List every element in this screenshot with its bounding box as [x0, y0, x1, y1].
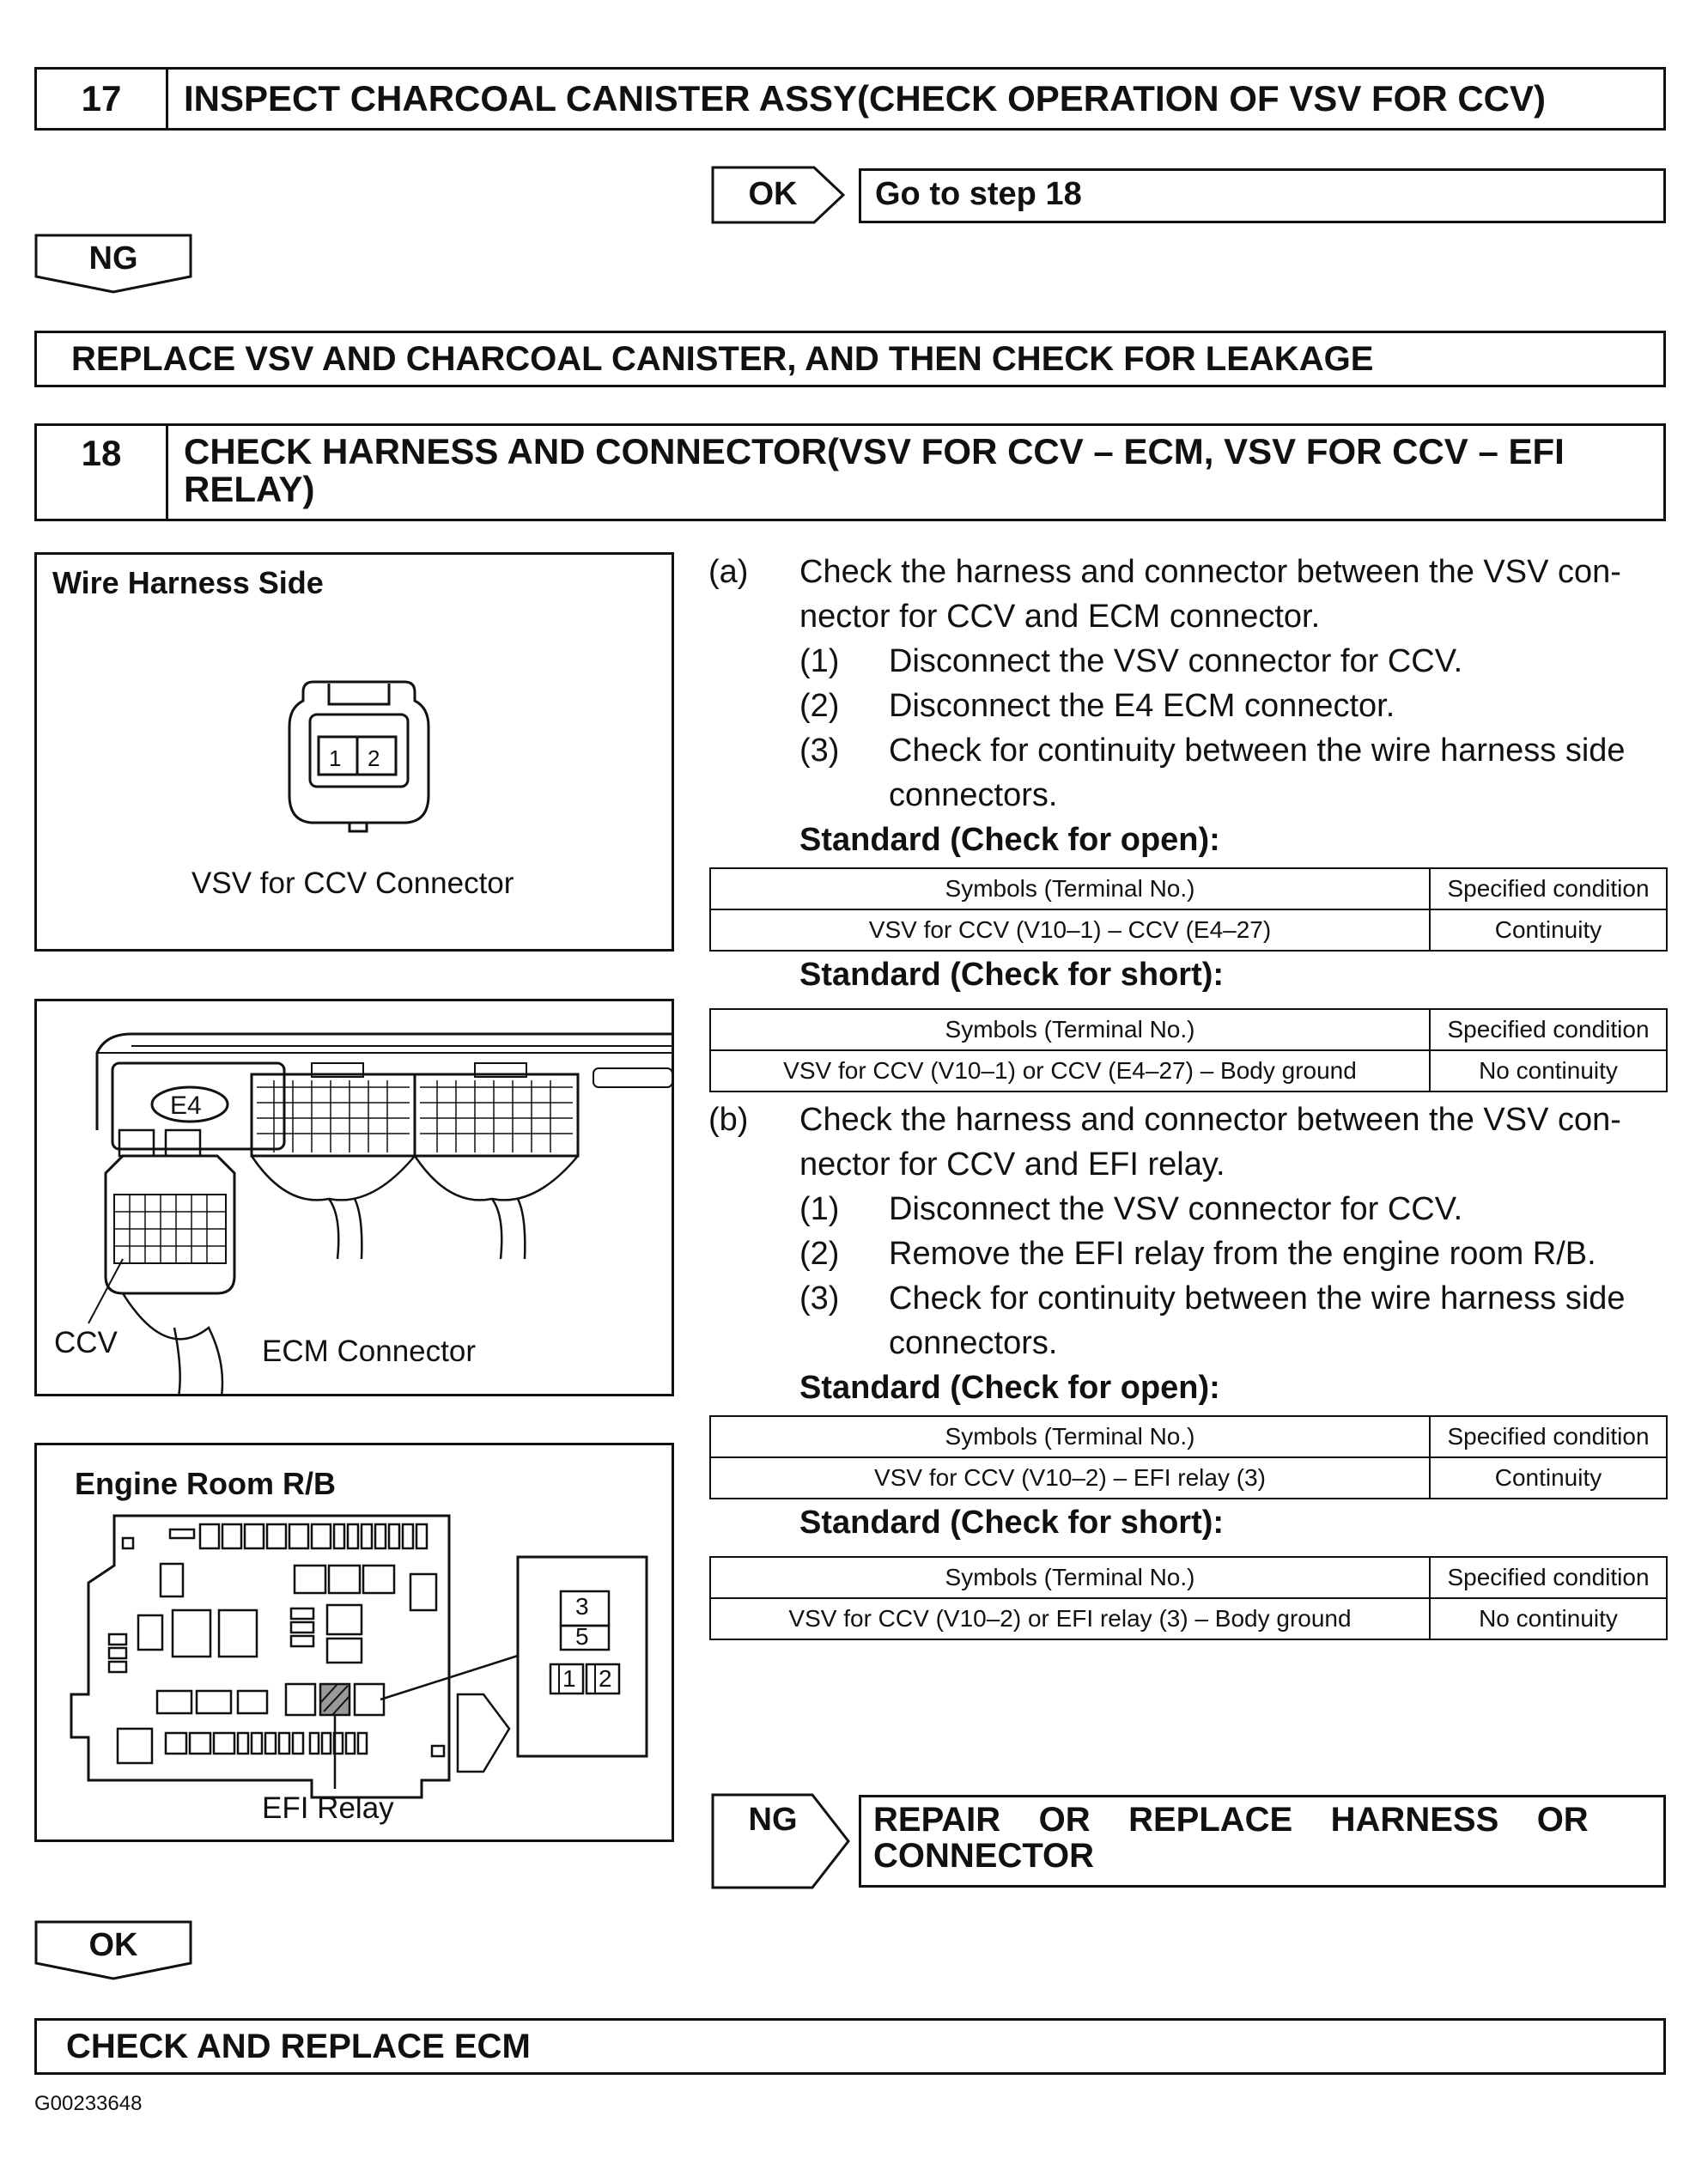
step17-ng-result-text: REPLACE VSV AND CHARCOAL CANISTER, AND THEN CHECK FOR LEAKAGE: [71, 340, 1374, 378]
table-row: [710, 1050, 1667, 1092]
a-step2: Disconnect the E4 ECM connector.: [889, 688, 1395, 724]
step17-ok-result: [859, 168, 1666, 223]
b-open-heading: Standard (Check for open):: [799, 1370, 1220, 1406]
fig3-terminal-2: 2: [599, 1665, 612, 1692]
table-header-cell: Specified condition: [1430, 868, 1667, 909]
a-step1-num: (1): [799, 643, 840, 679]
a-line1: Check the harness and connector between the VSV con-: [799, 554, 1621, 590]
fig3-terminal-1: 1: [562, 1665, 576, 1692]
fig1-pin2: 2: [368, 745, 380, 771]
fig1-pin1: 1: [329, 745, 342, 771]
table-row: [710, 1598, 1667, 1639]
step18-title: [168, 426, 1565, 519]
a-step1: Disconnect the VSV connector for CCV.: [889, 643, 1463, 679]
table-cell: No continuity: [1430, 1598, 1667, 1639]
a-marker: (a): [708, 554, 749, 590]
step17-ng-label: NG: [88, 240, 138, 277]
table-header-cell: Symbols (Terminal No.): [710, 1416, 1430, 1457]
fig2-caption: ECM Connector: [262, 1335, 476, 1368]
step17-number: 17: [37, 70, 168, 128]
fig3-terminal-3: 3: [575, 1593, 589, 1620]
a-step3a: Check for continuity between the wire harness side: [889, 733, 1626, 769]
fig2-e4-tag: E4: [170, 1092, 202, 1120]
step18-ng-label: NG: [748, 1802, 798, 1838]
b-step1: Disconnect the VSV connector for CCV.: [889, 1191, 1463, 1227]
step18-ok-result-text: CHECK AND REPLACE ECM: [66, 2028, 531, 2065]
table-row: [710, 909, 1667, 951]
fig1-title: Wire Harness Side: [52, 565, 324, 600]
figure-engine-room-rb: [34, 1443, 674, 1842]
figure-ecm-connector: [34, 999, 674, 1396]
step18-ng-result: [859, 1795, 1666, 1888]
step17-ok-result-text: Go to step 18: [875, 176, 1082, 212]
b-step3-num: (3): [799, 1280, 840, 1316]
table-header-cell: Specified condition: [1430, 1009, 1667, 1050]
table-header-cell: Symbols (Terminal No.): [710, 868, 1430, 909]
b-step3a: Check for continuity between the wire harness side: [889, 1280, 1626, 1316]
table-cell: VSV for CCV (V10–2) or EFI relay (3) – Body ground: [710, 1598, 1430, 1639]
a-short-table: [709, 1008, 1668, 1092]
step18-ok-label: OK: [88, 1927, 138, 1963]
b-short-heading: Standard (Check for short):: [799, 1505, 1225, 1541]
table-row: [710, 1416, 1667, 1457]
b-open-table: [709, 1415, 1668, 1499]
table-row: [710, 1009, 1667, 1050]
fig1-caption: VSV for CCV Connector: [191, 867, 514, 900]
step18-ok-result: [34, 2018, 1666, 2075]
a-open-table: [709, 867, 1668, 952]
b-short-table: [709, 1556, 1668, 1640]
b-line1: Check the harness and connector between the VSV con-: [799, 1102, 1621, 1138]
table-cell: VSV for CCV (V10–1) – CCV (E4–27): [710, 909, 1430, 951]
figure-wire-harness: [34, 552, 674, 952]
a-open-heading: Standard (Check for open):: [799, 822, 1220, 858]
step18-ng-result-line2: CONNECTOR: [873, 1837, 1095, 1875]
step17-ng-result: [34, 331, 1666, 387]
step18-ng-result-line1: REPAIR OR REPLACE HARNESS OR: [873, 1801, 1589, 1839]
a-line2: nector for CCV and ECM connector.: [799, 599, 1321, 635]
fig3-caption: EFI Relay: [262, 1791, 394, 1825]
figure-code: G00233648: [34, 2092, 143, 2115]
table-header-cell: Specified condition: [1430, 1416, 1667, 1457]
step17-title: INSPECT CHARCOAL CANISTER ASSY(CHECK OPERATION OF VSV FOR CCV): [184, 78, 1546, 119]
step17-ok-label: OK: [748, 176, 798, 212]
procedure-b: [708, 1098, 1679, 1420]
table-row: [710, 1557, 1667, 1598]
b-marker: (b): [708, 1102, 749, 1138]
b-step1-num: (1): [799, 1191, 840, 1227]
b-step2-num: (2): [799, 1236, 840, 1272]
table-header-cell: Symbols (Terminal No.): [710, 1557, 1430, 1598]
step17-header: [34, 67, 1666, 131]
step18-title-line2: RELAY): [184, 469, 315, 509]
table-cell: Continuity: [1430, 1457, 1667, 1499]
step18-number: 18: [37, 426, 168, 519]
table-row: [710, 1457, 1667, 1499]
b-step2: Remove the EFI relay from the engine room R/B.: [889, 1236, 1596, 1272]
table-cell: No continuity: [1430, 1050, 1667, 1092]
fig3-terminal-5: 5: [575, 1623, 589, 1650]
table-row: [710, 868, 1667, 909]
a-step3-num: (3): [799, 733, 840, 769]
step18-title-line1: CHECK HARNESS AND CONNECTOR(VSV FOR CCV – ECM, VSV FOR CCV – EFI: [184, 431, 1565, 471]
a-step3b: connectors.: [889, 777, 1058, 813]
table-cell: Continuity: [1430, 909, 1667, 951]
table-cell: VSV for CCV (V10–1) or CCV (E4–27) – Body ground: [710, 1050, 1430, 1092]
fig3-title: Engine Room R/B: [75, 1466, 336, 1501]
a-short-heading: Standard (Check for short):: [799, 957, 1225, 993]
step18-header: [34, 423, 1666, 521]
a-step2-num: (2): [799, 688, 840, 724]
table-header-cell: Specified condition: [1430, 1557, 1667, 1598]
fig2-ccv-label: CCV: [54, 1326, 118, 1359]
b-line2: nector for CCV and EFI relay.: [799, 1146, 1225, 1183]
vsv-connector-drawing: [277, 675, 441, 847]
b-step3b: connectors.: [889, 1325, 1058, 1361]
table-cell: VSV for CCV (V10–2) – EFI relay (3): [710, 1457, 1430, 1499]
table-header-cell: Symbols (Terminal No.): [710, 1009, 1430, 1050]
